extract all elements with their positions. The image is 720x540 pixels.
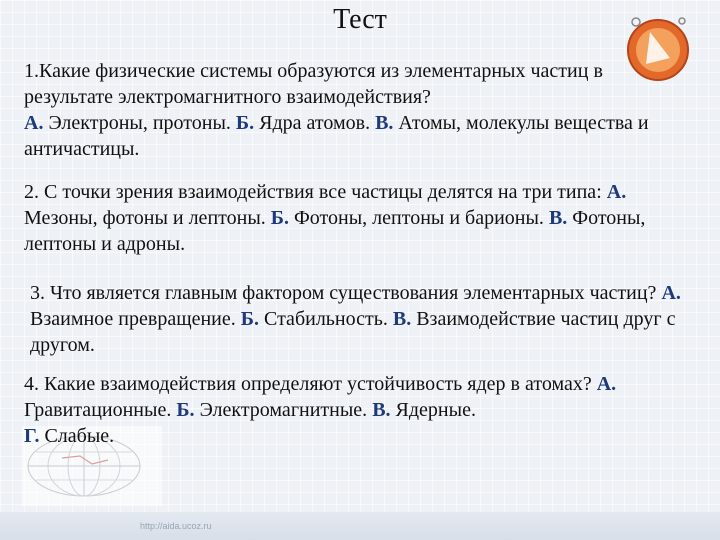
question-2 [24, 179, 694, 257]
answer-key-b: Б. [270, 207, 289, 229]
footer-url: http://aida.ucoz.ru [140, 521, 212, 531]
answer-text-c: Фотоны, лептоны и адроны. [24, 207, 646, 255]
answer-text-c: Атомы, молекулы вещества и античастицы. [24, 112, 649, 160]
question-1-text: 1.Какие физические системы образуются из элементарных частиц в результате электромагнитного взаимодействия? [24, 60, 603, 108]
answer-key-c: В. [392, 308, 412, 330]
answer-text-a: Взаимное превращение. [30, 308, 241, 330]
answer-key-b: Б. [176, 399, 195, 421]
answer-text-b: Фотоны, лептоны и барионы. [289, 207, 549, 229]
answer-key-a: А. [24, 112, 44, 134]
answer-text-a: Гравитационные. [24, 399, 177, 421]
answer-key-b: Б. [235, 112, 255, 134]
answer-key-b: Б. [240, 308, 259, 330]
bottom-bar [0, 512, 720, 540]
question-4 [24, 371, 694, 449]
answer-key-c: В. [375, 112, 394, 134]
question-3 [30, 280, 700, 358]
answer-text-b: Стабильность. [259, 308, 393, 330]
answer-text-a: Электроны, протоны. [43, 112, 236, 134]
question-3-text: 3. Что является главным фактором существования элементарных частиц? [30, 282, 662, 304]
answer-text-b: Электромагнитные. [194, 399, 373, 421]
question-4-text: 4. Какие взаимодействия определяют устойчивость ядер в атомах? [24, 373, 597, 395]
answer-text-b: Ядра атомов. [254, 112, 376, 134]
answer-text-d: Слабые. [39, 425, 115, 447]
answer-key-c: В. [548, 207, 568, 229]
page-title: Тест [333, 4, 387, 35]
answer-key-a: А. [596, 373, 617, 395]
answer-key-c: В. [372, 399, 391, 421]
question-1 [24, 58, 694, 162]
answer-text-c: Ядерные. [390, 399, 476, 421]
answer-text-c: Взаимодействие частиц друг с другом. [30, 308, 676, 356]
answer-key-a: А. [606, 181, 627, 203]
answer-key-d: Г. [24, 425, 40, 447]
question-2-text: 2. С точки зрения взаимодействия все частицы делятся на три типа: [24, 181, 607, 203]
answer-key-a: А. [661, 282, 681, 304]
answer-text-a: Мезоны, фотоны и лептоны. [24, 207, 271, 229]
